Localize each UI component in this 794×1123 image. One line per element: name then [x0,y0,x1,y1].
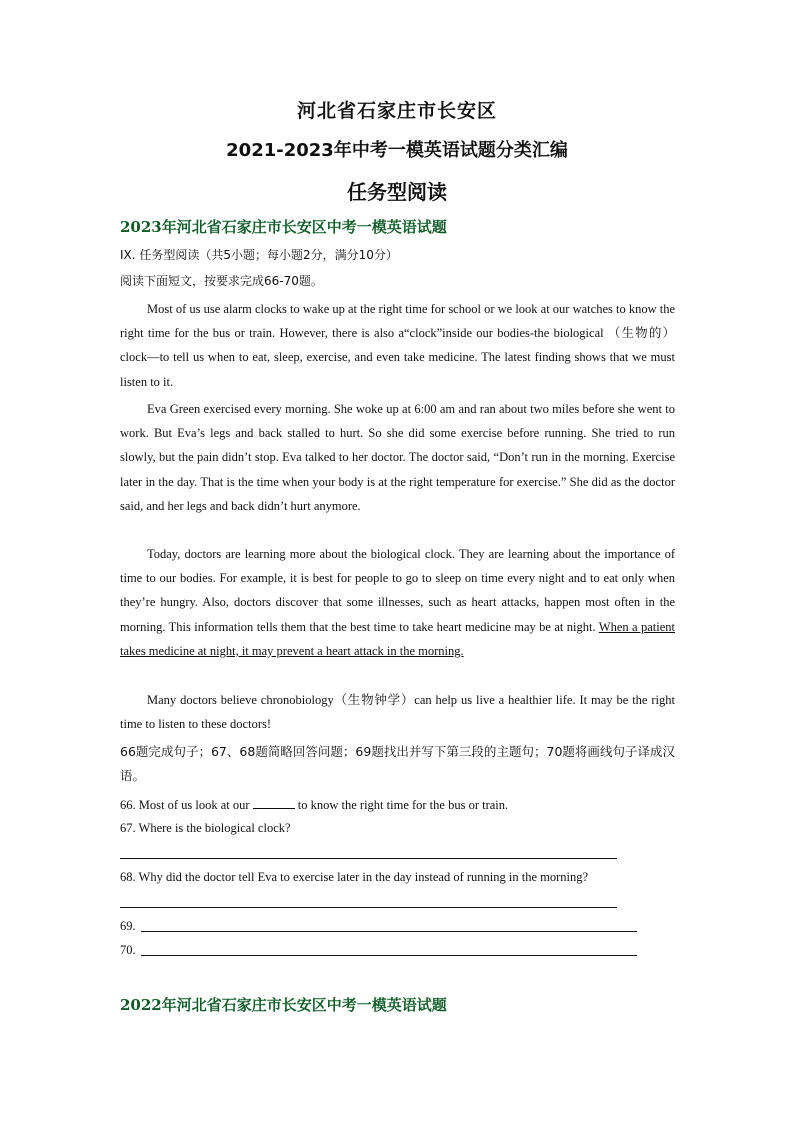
passage-paragraph-4: Many doctors believe chronobiology（生物钟学）can help us live a healthier life. It may be the right time to listen to these doctors! [120,693,675,732]
answer-line-68[interactable] [120,907,617,908]
question-69: 69. [120,919,136,933]
section-heading-2022: 2022年河北省石家庄市长安区中考一模英语试题 [120,996,447,1014]
question-68: 68. Why did the doctor tell Eva to exercise later in the day instead of running in the morning? [120,870,589,884]
question-66-text-before: 66. Most of us look at our [120,798,253,812]
question-66-blank[interactable] [253,796,295,809]
answer-line-69[interactable] [141,931,637,932]
part-heading: IX. 任务型阅读（共5小题；每小题2分，满分10分） [120,248,398,262]
document-title-region: 河北省石家庄市长安区 [296,100,497,122]
section-heading-2023: 2023年河北省石家庄市长安区中考一模英语试题 [120,218,447,236]
document-title-collection: 2021-2023年中考一模英语试题分类汇编 [226,140,568,161]
underlined-sentence: When a patient takes medicine at night, it may prevent a heart attack in the morning. [120,619,675,658]
passage-paragraph-3 [120,542,675,663]
direction-text: 阅读下面短文，按要求完成66-70题。 [120,274,323,288]
answer-line-67[interactable] [120,858,617,859]
passage-paragraph-1: Most of us use alarm clocks to wake up at the right time for school or we look at our watches to know the right time for the bus or train. However, there is also a“clock”inside our bodies-the biological （生物的） clock—to tell us when to eat, sleep, exercise, and even take medicine. The latest finding shows that we must listen to it. [120,302,676,389]
question-67: 67. Where is the biological clock? [120,821,291,835]
answer-line-70[interactable] [141,955,637,956]
task-instructions: 66题完成句子；67、68题简略回答问题；69题找出并写下第三段的主题句；70题将画线句子译成汉语。 [120,744,675,783]
document-title-topic: 任务型阅读 [347,180,447,204]
question-66 [120,796,508,813]
passage-paragraph-2: Eva Green exercised every morning. She woke up at 6:00 am and ran about two miles before she went to work. But Eva’s legs and back stalled to hurt. So she did some exercise before running. She tried to run slowly, but the pain didn’t stop. Eva talked to her doctor. The doctor said, “Don’t run in the morning. Exercise later in the day. That is the time when your body is at the right temperature for exercise.” She did as the doctor said, and her legs and back didn’t hurt anymore. [120,402,675,513]
question-70: 70. [120,943,136,957]
question-66-text-after: to know the right time for the bus or train. [294,798,509,812]
paragraph-3-text: Today, doctors are learning more about the biological clock. They are learning about the importance of time to our bodies. For example, it is best for people to go to sleep on time every night and to eat only when they’re hungry. Also, doctors discover that some illnesses, such as heart attacks, happen most often in the morning. This information tells them that the best time to take heart medicine may be at night. [120,547,675,634]
